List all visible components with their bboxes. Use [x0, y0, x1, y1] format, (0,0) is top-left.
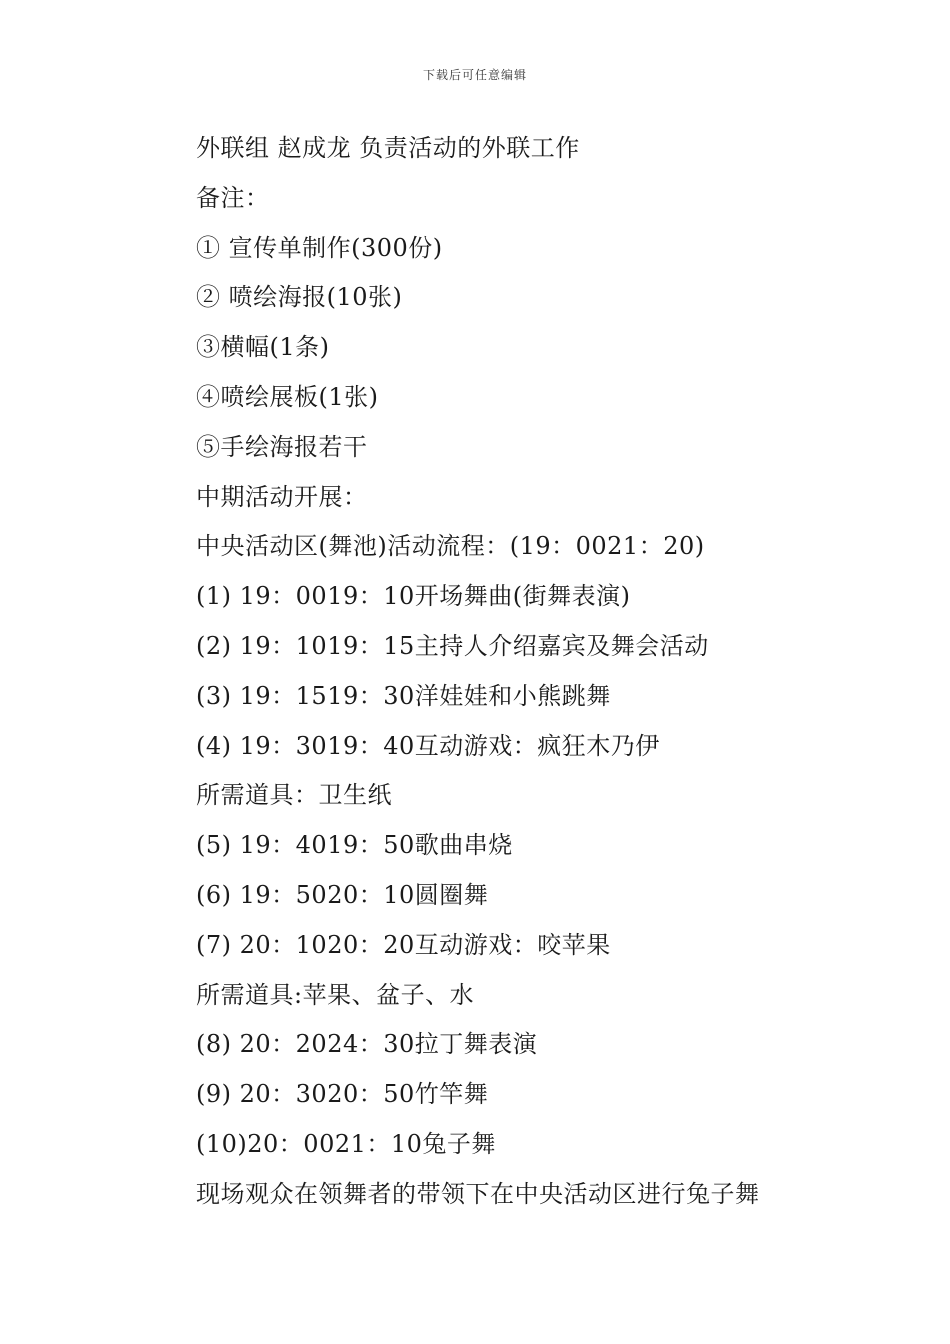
- document-body: [196, 124, 896, 1220]
- props-note: 所需道具：卫生纸: [196, 781, 392, 810]
- notes-item-hand-drawn-posters: ⑤手绘海报若干: [196, 432, 368, 461]
- notes-item-flyers: ① 宣传单制作(300份): [196, 233, 443, 262]
- schedule-item: (6) 19：5020：10圆圈舞: [196, 880, 489, 909]
- schedule-item: (9) 20：3020：50竹竿舞: [196, 1080, 489, 1109]
- schedule-item: (5) 19：4019：50歌曲串烧: [196, 831, 513, 860]
- page-header: 下载后可任意编辑: [422, 68, 527, 82]
- schedule-item: (7) 20：1020：20互动游戏：咬苹果: [196, 930, 611, 959]
- notes-item-banner: ③横幅(1条): [196, 333, 330, 362]
- props-note: 所需道具:苹果、盆子、水: [196, 980, 475, 1009]
- notes-item-posters: ② 喷绘海报(10张): [196, 283, 403, 312]
- schedule-item: (4) 19：3019：40互动游戏：疯狂木乃伊: [196, 731, 660, 760]
- schedule-item: (3) 19：1519：30洋娃娃和小熊跳舞: [196, 681, 611, 710]
- schedule-item: (10)20：0021：10兔子舞: [196, 1129, 496, 1158]
- mid-phase-heading: 中期活动开展：: [196, 482, 368, 511]
- notes-heading: 备注：: [196, 183, 270, 212]
- schedule-heading: 中央活动区(舞池)活动流程：(19：0021：20): [196, 532, 705, 561]
- notes-item-display-board: ④喷绘展板(1张): [196, 382, 379, 411]
- schedule-item: (1) 19：0019：10开场舞曲(街舞表演): [196, 582, 631, 611]
- schedule-item: (2) 19：1019：15主持人介绍嘉宾及舞会活动: [196, 631, 709, 660]
- schedule-item: (8) 20：2024：30拉丁舞表演: [196, 1030, 538, 1059]
- outreach-line: 外联组 赵成龙 负责活动的外联工作: [196, 134, 580, 162]
- closing-paragraph: 现场观众在领舞者的带领下在中央活动区进行兔子舞: [196, 1179, 760, 1208]
